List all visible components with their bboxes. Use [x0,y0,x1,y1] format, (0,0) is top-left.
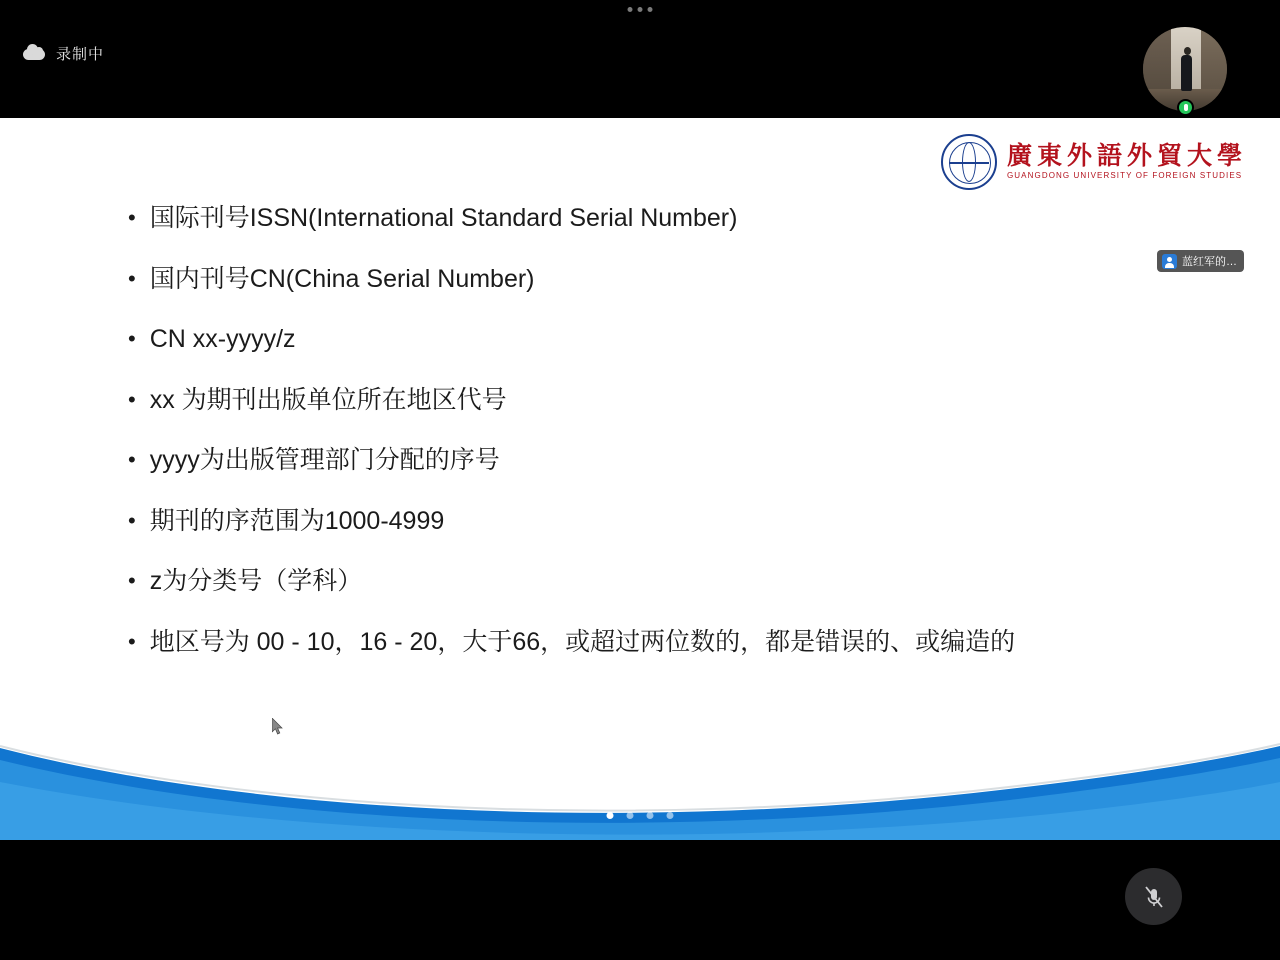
bullet-text: yyyy为出版管理部门分配的序号 [149,446,500,474]
bullet-text: 国内刊号CN(China Serial Number) [149,264,535,293]
slide-wave-decoration [0,720,1280,840]
bullet-marker: • [128,265,136,291]
top-toolbar [0,0,1280,118]
drag-dot [648,7,653,12]
list-item [128,446,1178,476]
recording-label: 录制中 [56,46,105,63]
window-drag-handle[interactable] [628,7,653,12]
shared-slide-content [0,118,1280,840]
microphone-active-icon [1177,99,1194,116]
pagination-dot-2[interactable] [627,812,634,819]
bullet-text: 地区号为 00 - 10，16 - 20，大于66，或超过两位数的，都是错误的、或编造的 [149,627,1016,656]
selfview-person [1181,55,1192,91]
university-name-cn: 廣東外語外貿大學 [1006,143,1247,170]
drag-dot [638,7,643,12]
slide-pagination-dots[interactable] [607,812,674,819]
list-item [128,567,1178,597]
bullet-text: CN xx-yyyy/z [149,325,296,353]
bullet-marker: • [128,326,136,351]
university-logo [941,134,1247,190]
recording-indicator[interactable] [23,43,104,64]
list-item [128,325,1178,355]
bullet-text: 国际刊号ISSN(International Standard Serial Number) [149,204,738,232]
bullet-text: z为分类号（学科） [149,567,363,595]
bullet-marker: • [128,628,136,654]
globe-seal-icon [941,134,997,190]
pagination-dot-3[interactable] [647,812,654,819]
pagination-dot-4[interactable] [667,812,674,819]
microphone-muted-icon [1141,884,1167,910]
list-item [128,204,1178,234]
university-name-en: GUANGDONG UNIVERSITY OF FOREIGN STUDIES [1006,171,1243,180]
list-item [128,265,1178,295]
drag-dot [628,7,633,12]
bullet-marker: • [128,205,136,230]
bullet-marker: • [128,568,136,593]
bullet-marker: • [128,386,136,412]
bullet-text: xx 为期刊出版单位所在地区代号 [149,385,507,414]
list-item [128,386,1178,416]
bullet-marker: • [128,507,136,533]
bottom-toolbar [0,840,1280,960]
mute-toggle-button[interactable] [1125,868,1182,925]
slide-bullet-list [128,204,1178,688]
list-item [128,507,1178,537]
pagination-dot-1[interactable] [607,812,614,819]
cloud-record-icon [23,45,47,63]
bullet-marker: • [128,447,136,472]
list-item [128,628,1178,658]
participant-name-label: 蓝红军的… [1182,256,1237,268]
bullet-text: 期刊的序范围为1000-4999 [149,506,445,535]
